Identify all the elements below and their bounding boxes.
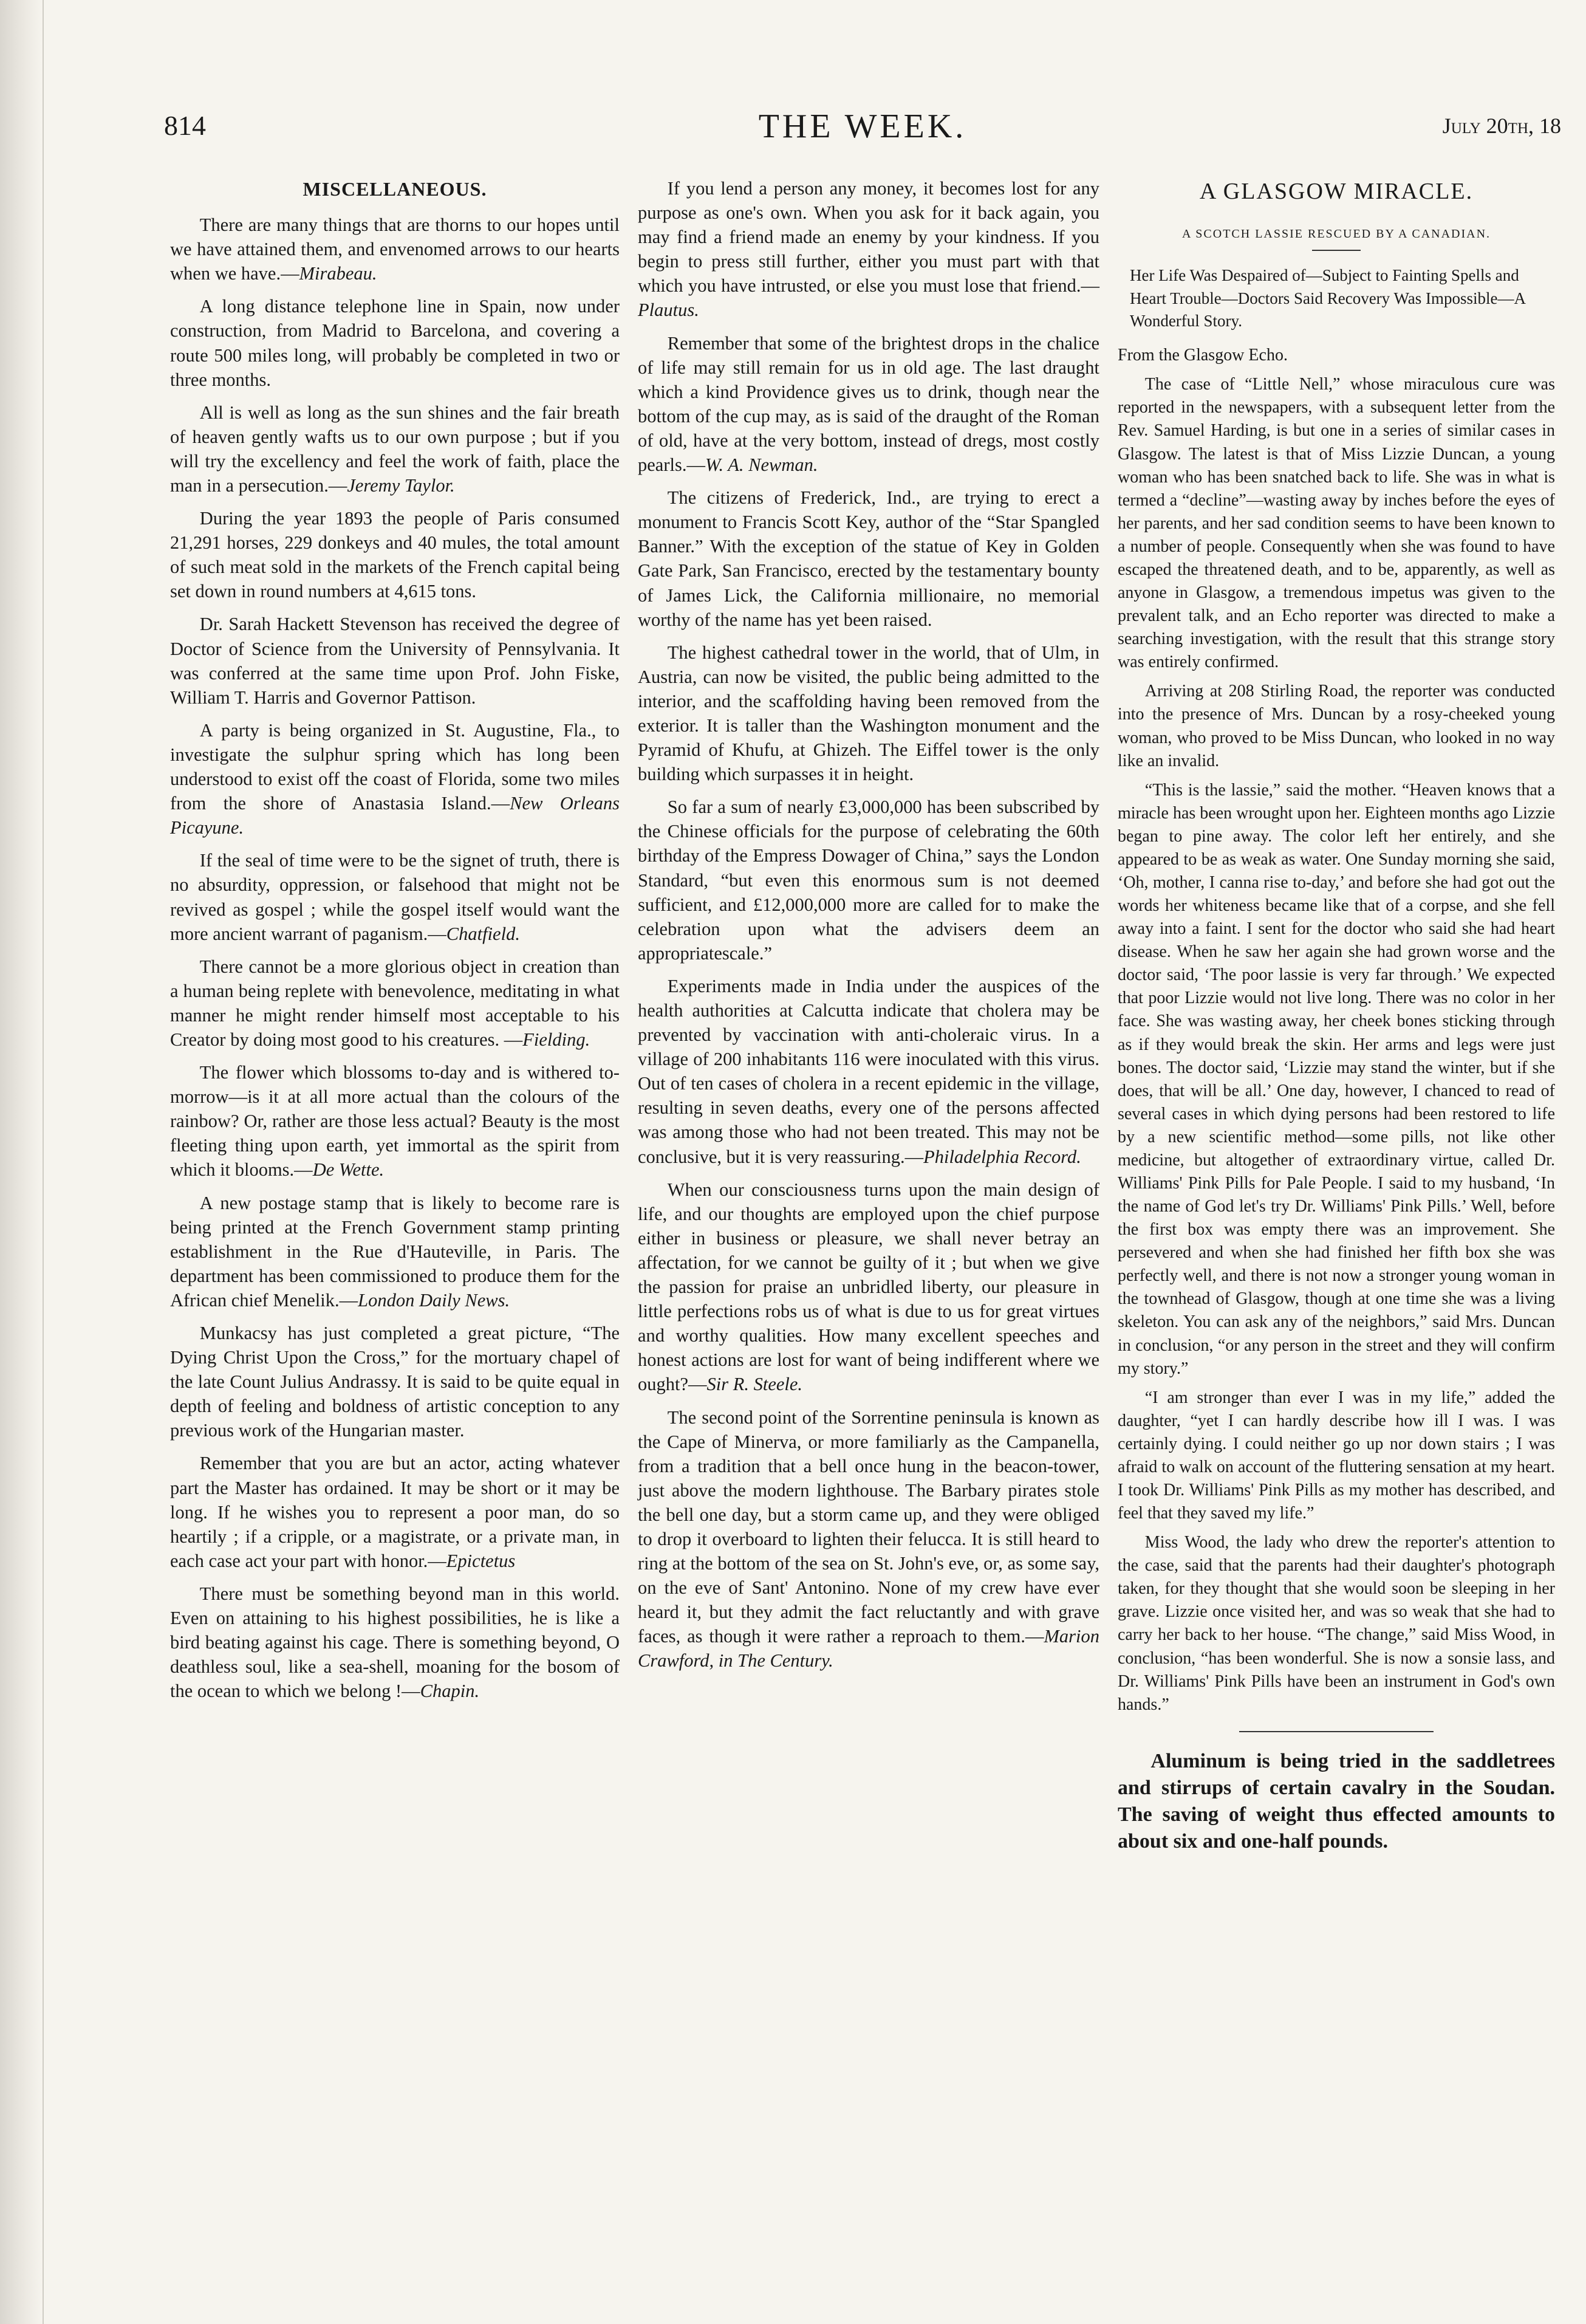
paragraph-item	[170, 955, 620, 1052]
paragraph-item	[170, 506, 620, 603]
item-source: Jeremy Taylor.	[347, 475, 455, 496]
item-text: Experiments made in India under the auspices of the health authorities at Calcutta indicate that cholera may be prevented by vaccination with anti-choleraic virus. In a village of 200 inhabitants 116 were inoculated with this virus. Out of ten cases of cholera in a recent epidemic in the village, resulting in seven deaths, every one of the persons affected was among those who had not been treated. This may not be conclusive, but it is very reassuring.—	[638, 975, 1099, 1167]
item-text: A new postage stamp that is likely to become rare is being printed at the French Government stamp printing establishment in the Rue d'Hauteville, in Paris. The department has been commissioned to produce them for the African chief Menelik.—	[170, 1192, 620, 1311]
item-text: During the year 1893 the people of Paris consumed 21,291 horses, 229 donkeys and 40 mules, the total amount of such meat sold in the markets of the French capital being set down in round numbers at 4,615 tons.	[170, 508, 620, 602]
paragraph-item	[638, 331, 1099, 478]
paragraph-item	[170, 1321, 620, 1442]
article-paragraph: “I am stronger than ever I was in my life,” added the daughter, “yet I can hardly describe how ill I was. I was certainly dying. I could neither go up nor down stairs ; I was afraid to walk on account of the fluttering sensation at my heart. I took Dr. Williams' Pink Pills as my mother has described, and feel that they saved my life.”	[1118, 1388, 1555, 1523]
paragraph-item	[638, 640, 1099, 787]
item-text: There are many things that are thorns to our hopes until we have attained them, and envenomed arrows to our hearts when we have.—	[170, 214, 620, 284]
article-paragraph: “This is the lassie,” said the mother. “Heaven knows that a miracle has been wrought upon her. Eighteen months ago Lizzie began to pine away. The color left her entirely, and she appeared to be as weak as water. One Sunday morning she said, ‘Oh, mother, I canna rise to-day,’ and before she had got out the words her whiteness became like that of a corpse, and she fell away into a faint. I sent for the doctor who said she had heart disease. When he saw her again she had grown worse and the doctor said, ‘The poor lassie is very far through.’ We expected that poor Lizzie would not live long. There was no color in her face. She was wasting away, her cheek bones sticking through as if they would break the skin. Her arms and legs were just bones. The doctor said, ‘Lizzie may stand the winter, but if she does, that will be all.’ One day, however, I chanced to read of several cases in which dying persons had been restored to life by a new scientific method—some pills, not like other medicine, but altogether of extraordinary virtue, called Dr. Williams' Pink Pills for Pale People. I said to my husband, ‘In the name of God let's try Dr. Williams' Pink Pills.’ Well, before the first box was empty there was an improvement. She persevered and when she had finished her fifth box she was perfectly well, and there is not now a stronger young woman in the townhead of Glasgow, though at one time she was a living skeleton. You can ask any of the neighbors,” said Mrs. Duncan in conclusion, “or any person in the street and they will confirm my story.”	[1118, 780, 1556, 1378]
paragraph-item	[170, 612, 620, 709]
item-source: W. A. Newman.	[705, 454, 818, 476]
item-source: De Wette.	[312, 1159, 385, 1181]
article-source-line: From the Glasgow Echo.	[1118, 346, 1288, 365]
item-source: Mirabeau.	[299, 263, 377, 284]
item-source: Chapin.	[420, 1681, 480, 1702]
paragraph-item	[638, 974, 1099, 1169]
binding-edge	[0, 0, 44, 2324]
item-source: Fielding.	[522, 1029, 590, 1050]
article-paragraph: Miss Wood, the lady who drew the reporter's attention to the case, said that the parents had their daughter's photograph taken, for they thought that she would soon be sleeping in her grave. Lizzie once visited her, and was so weak that she had to carry her back to her house. “The change,” said Miss Wood, in conclusion, “has been wonderful. She is now a sonsie lass, and Dr. Williams' Pink Pills have been an instrument in God's own hands.”	[1118, 1533, 1555, 1714]
article-deck: Her Life Was Despaired of—Subject to Fainting Spells and Heart Trouble—Doctors Said Recovery Was Impossible—A Wonderful Story.	[1130, 266, 1525, 331]
item-text: A party is being organized in St. Augustine, Fla., to investigate the sulphur spring which has long been understood to exist off the coast of Florida, some two miles from the shore of Anastasia Island.—	[170, 719, 620, 814]
item-text: Remember that some of the brightest drops in the chalice of life may still remain for us in old age. The last draught which a kind Providence gives us to drink, though near the bottom of the cup may, as is said of the draught of the Roman of old, have at the very bottom, instead of dregs, most costly pearls.—	[638, 332, 1099, 476]
divider	[1239, 1731, 1434, 1732]
paragraph-item	[170, 213, 620, 286]
item-source: Epictetus	[446, 1550, 516, 1571]
section-heading: MISCELLANEOUS.	[303, 178, 487, 200]
item-text: All is well as long as the sun shines and the fair breath of heaven gently wafts us to our own purpose ; but if you will try the excellency and feel the work of faith, place the man in a persecution.—	[170, 402, 620, 496]
item-source: New Orleans Picayune.	[170, 793, 620, 838]
column-miscellaneous	[170, 176, 620, 1712]
item-text: If the seal of time were to be the signet of truth, there is no absurdity, oppression, or falsehood that might not be revived as gospel ; while the gospel itself would want the more ancient warrant of paganism.—	[170, 850, 620, 944]
paragraph-item	[170, 1191, 620, 1312]
page-number: 814	[164, 110, 206, 141]
item-text: There must be something beyond man in this world. Even on attaining to his highest possibilities, he is like a bird beating against his cage. There is something beyond, O deathless soul, like a sea-shell, moaning for the bosom of the ocean to which we belong !—	[170, 1583, 620, 1702]
item-text: The highest cathedral tower in the world, that of Ulm, in Austria, can now be visited, the public being admitted to the interior, and the scaffolding having been removed from the exterior. It is taller than the Washington monument and the Pyramid of Khufu, at Ghizeh. The Eiffel tower is the only building which surpasses it in height.	[638, 642, 1099, 785]
item-source: Philadelphia Record.	[923, 1146, 1081, 1167]
article-heading: A GLASGOW MIRACLE.	[1199, 179, 1474, 204]
item-text: Munkacsy has just completed a great picture, “The Dying Christ Upon the Cross,” for the mortuary chapel of the late Count Julius Andrassy. It is said to be quite equal in depth of feeling and boldness of artistic conception to any previous work of the Hungarian master.	[170, 1323, 620, 1441]
paragraph-item	[170, 294, 620, 391]
paragraph-item	[170, 1582, 620, 1703]
issue-date: July 20th, 18	[1442, 114, 1561, 138]
paragraph-item	[638, 485, 1099, 632]
paragraph-item	[638, 1405, 1099, 1673]
article-paragraph: Arriving at 208 Stirling Road, the reporter was conducted into the presence of Mrs. Duncan by a rosy-cheeked young woman, who proved to be Miss Duncan, who looked in no way like an invalid.	[1118, 682, 1555, 770]
paragraph-item	[638, 795, 1099, 965]
item-text: Remember that you are but an actor, acting whatever part the Master has ordained. It may be short or it may be long. If he wishes you to represent a poor man, do so heartily ; if a cripple, or a magistrate, or a private man, in each case act your part with honor.—	[170, 1453, 620, 1571]
item-source: Marion Crawford, in The Century.	[638, 1626, 1099, 1671]
item-source: Chatfield.	[446, 923, 520, 944]
item-source: Plautus.	[638, 300, 699, 321]
paragraph-item	[638, 1177, 1099, 1397]
item-text: There cannot be a more glorious object in creation than a human being replete with benevolence, meditating in what manner he might render himself most acceptable to his Creator by doing most good to his creatures. —	[170, 956, 620, 1050]
item-text: The second point of the Sorrentine peninsula is known as the Cape of Minerva, or more familiarly as the Campanella, from a tradition that a bell once hung in the beacon-tower, just above the modern lighthouse. The Barbary pirates stole the bell one day, but a storm came up, and they were obliged to drop it overboard to lighten their felucca. It is still heard to ring at the bottom of the sea on St. John's eve, or, as some say, on the eve of Sant' Antonino. None of my crew have ever heard it, but they admit the fact reluctantly and with grave faces, as though it were rather a reproach to them.—	[638, 1407, 1099, 1647]
item-text: The citizens of Frederick, Ind., are trying to erect a monument to Francis Scott Key, author of the “Star Spangled Banner.” With the exception of the statue of Key in Golden Gate Park, San Francisco, erected by the testamentary bounty of James Lick, the California millionaire, no memorial worthy of the name has yet been raised.	[638, 487, 1099, 630]
item-text: Dr. Sarah Hackett Stevenson has received the degree of Doctor of Science from the University of Pennsylvania. It was conferred at the same time upon Prof. John Fiske, William T. Harris and Governor Pattison.	[170, 614, 620, 708]
paragraph-item	[170, 400, 620, 498]
page-header	[164, 109, 1561, 152]
item-text: The flower which blossoms to-day and is withered to-morrow—is it at all more actual than the colours of the rainbow? Or, rather are those less actual? Beauty is the most fleeting thing upon earth, yet immortal as the spirit from which it blooms.—	[170, 1062, 620, 1181]
article-subheading: A SCOTCH LASSIE RESCUED BY A CANADIAN.	[1181, 227, 1491, 241]
item-source: Sir R. Steele.	[706, 1374, 803, 1395]
paragraph-item	[170, 848, 620, 945]
column-article	[1118, 176, 1555, 1862]
item-text: So far a sum of nearly £3,000,000 has been subscribed by the Chinese officials for the purpose of celebrating the 60th birthday of the Empress Dowager of China,” says the London Standard, “but even this enormous sum is not deemed sufficient, and £12,000,000 more are called for to make the celebration upon what the advisers deem an appropriatescale.”	[638, 797, 1099, 964]
closing-item: Aluminum is being tried in the saddletrees and stirrups of certain cavalry in the Soudan. The saving of weight thus effected amounts to about six and one-half pounds.	[1118, 1749, 1555, 1853]
paragraph-item	[170, 1451, 620, 1572]
item-text: If you lend a person any money, it becomes lost for any purpose as one's own. When you ask for it back again, you may find a friend made an enemy by your kindness. If you begin to press still further, either you must part with that which you have intrusted, or else you must lose that friend.—	[638, 178, 1099, 296]
article-paragraph: The case of “Little Nell,” whose miraculous cure was reported in the newspapers, with a subsequent letter from the Rev. Samuel Harding, is but one in a series of similar cases in Glasgow. The latest is that of Miss Lizzie Duncan, a young woman who has been snatched back to life. She was in what is termed a “decline”—wasting away by inches before the eyes of her parents, and her sad condition seems to have been known to a number of people. Consequently when she was found to have escaped the threatened death, and to be, apparently, as well as anyone in Glasgow, a tremendous impetus was given to the prevalent talk, and an Echo reporter was directed to make a searching investigation, with the result that this strange story was entirely confirmed.	[1118, 375, 1555, 672]
paragraph-item	[170, 1060, 620, 1182]
paragraph-item	[638, 176, 1099, 323]
article-body	[1118, 373, 1555, 1716]
item-text: A long distance telephone line in Spain, now under construction, from Madrid to Barcelona, and covering a route 500 miles long, will probably be completed in two or three months.	[170, 296, 620, 390]
paragraph-item	[170, 718, 620, 840]
journal-title: THE WEEK.	[758, 108, 967, 145]
item-source: London Daily News.	[358, 1289, 510, 1311]
item-text: When our consciousness turns upon the main design of life, and our thoughts are employed upon the chief purpose either in business or pleasure, we shall never betray an affectation, for we cannot be guilty of it ; but when we give the passion for praise an unbridled liberty, our pleasure in little perfections robs us of what is due to us for great virtues and worthy qualities. How many excellent speeches and honest actions are lost for want of being indifferent where we ought?—	[638, 1179, 1099, 1395]
column-middle	[638, 176, 1099, 1682]
divider	[1312, 250, 1361, 251]
